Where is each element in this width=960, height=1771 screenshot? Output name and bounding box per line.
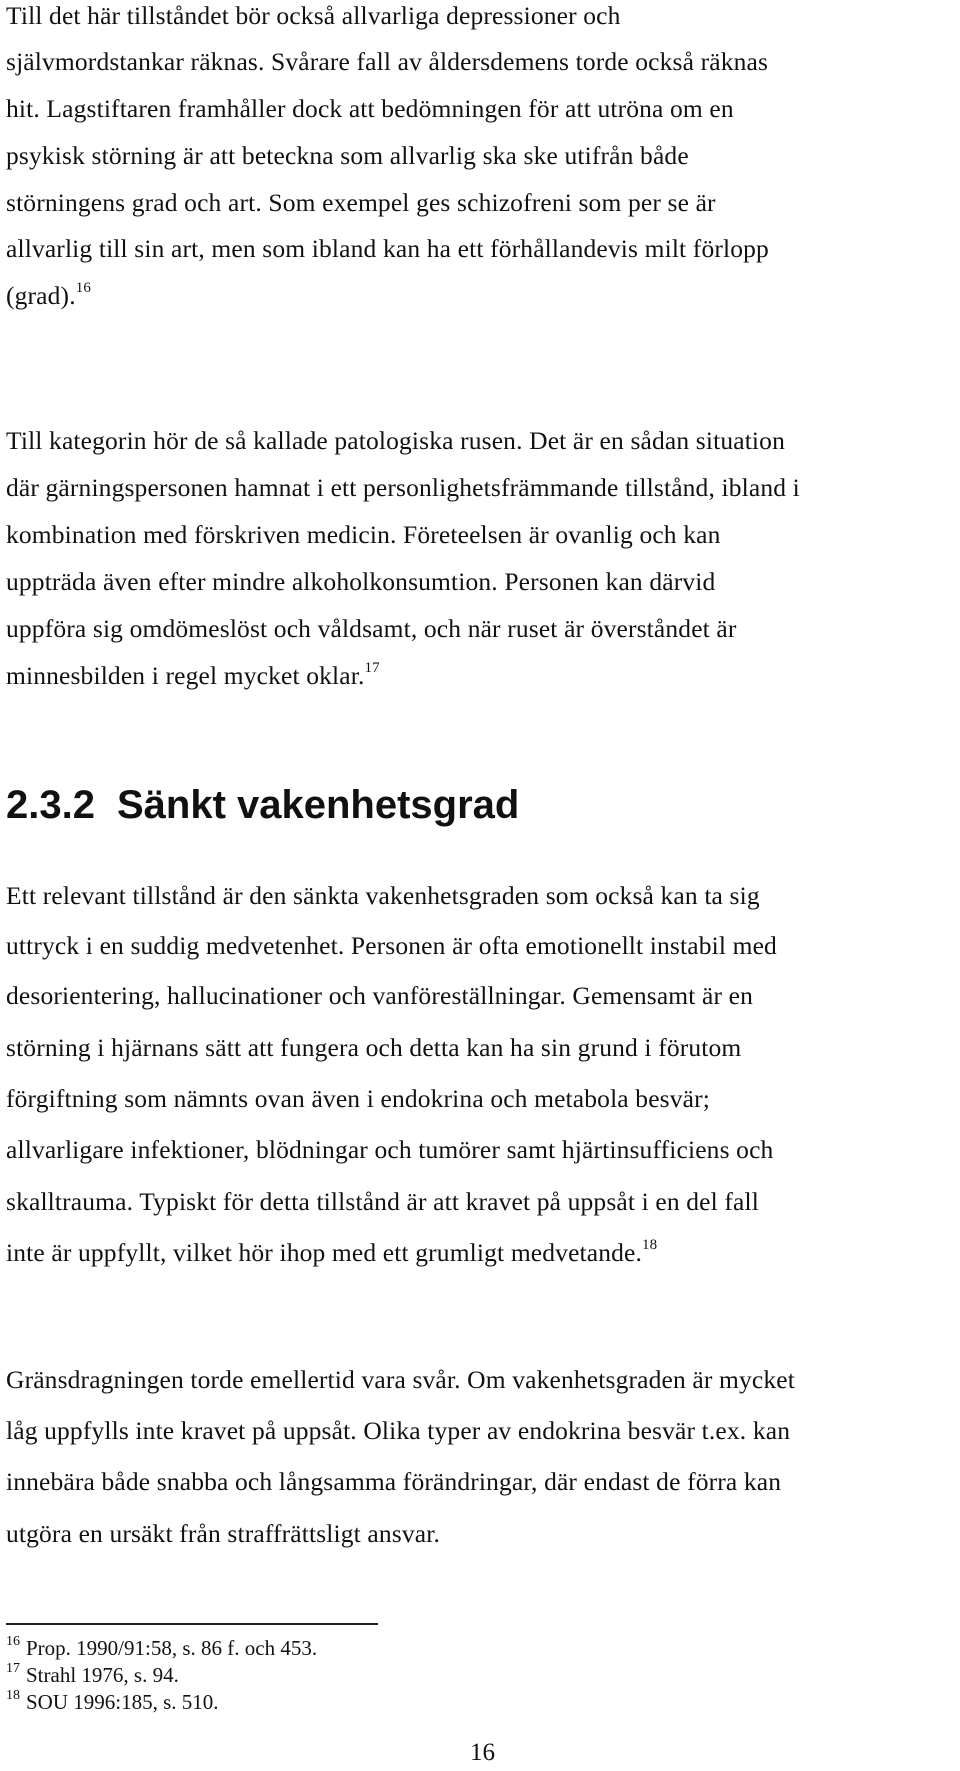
footnote-18 (6, 1689, 219, 1715)
p3-line-5: förgiftning som nämnts ovan även i endokrina och metabola besvär; (6, 1084, 710, 1113)
page-number: 16 (470, 1739, 495, 1766)
p3-line-7: skalltrauma. Typiskt för detta tillstånd är att kravet på uppsåt i en del fall (6, 1187, 759, 1216)
footnote-ref-16: 16 (75, 279, 92, 296)
p4-line-2: låg uppfylls inte kravet på uppsåt. Olika typer av endokrina besvär t.ex. kan (6, 1416, 791, 1445)
p1-line-6: allvarlig till sin art, men som ibland kan ha ett förhållandevis milt förlopp (6, 234, 769, 263)
p3-line-8-text: inte är uppfyllt, vilket hör ihop med ett grumligt medvetande. (6, 1238, 643, 1267)
p2-line-4: uppträda även efter mindre alkoholkonsumtion. Personen kan därvid (6, 567, 716, 596)
footnote-ref-18: 18 (642, 1236, 658, 1253)
p1-line-3: hit. Lagstiftaren framhåller dock att bedömningen för att utröna om en (6, 94, 734, 123)
p4-line-1: Gränsdragningen torde emellertid vara svår. Om vakenhetsgraden är mycket (6, 1365, 795, 1394)
section-heading (6, 781, 519, 829)
p3-line-2: uttryck i en suddig medvetenhet. Personen är ofta emotionellt instabil med (6, 931, 777, 960)
p4-line-3: innebära både snabba och långsamma förändringar, där endast de förra kan (6, 1467, 782, 1496)
footnote-17-number: 17 (6, 1661, 20, 1676)
p1-line-1: Till det här tillståndet bör också allvarliga depressioner och (6, 1, 621, 30)
p3-line-8 (6, 1237, 657, 1269)
p1-line-5: störningens grad och art. Som exempel ges schizofreni som per se är (6, 188, 716, 217)
p2-line-6-text: minnesbilden i regel mycket oklar. (6, 661, 365, 690)
p2-line-3: kombination med förskriven medicin. Företeelsen är ovanlig och kan (6, 520, 721, 549)
footnote-ref-17: 17 (364, 659, 380, 676)
p1-line-7 (6, 280, 91, 312)
p2-line-6 (6, 660, 380, 692)
footnote-17-text: Strahl 1976, s. 94. (26, 1663, 179, 1687)
footnote-16-text: Prop. 1990/91:58, s. 86 f. och 453. (26, 1636, 318, 1660)
p2-line-1: Till kategorin hör de så kallade patologiska rusen. Det är en sådan situation (6, 426, 785, 455)
section-number: 2.3.2 (6, 783, 95, 827)
p1-line-7-text: (grad). (6, 281, 76, 310)
footnote-18-text: SOU 1996:185, s. 510. (26, 1690, 219, 1714)
footnote-16 (6, 1635, 317, 1661)
p3-line-4: störning i hjärnans sätt att fungera och detta kan ha sin grund i förutom (6, 1033, 742, 1062)
p2-line-2: där gärningspersonen hamnat i ett personlighetsfrämmande tillstånd, ibland i (6, 473, 800, 502)
footnote-18-number: 18 (6, 1688, 20, 1703)
footnote-separator (6, 1623, 378, 1625)
p2-line-5: uppföra sig omdömeslöst och våldsamt, och när ruset är överståndet är (6, 614, 737, 643)
footnote-16-number: 16 (6, 1634, 20, 1649)
footnote-17 (6, 1662, 179, 1688)
p3-line-3: desorientering, hallucinationer och vanföreställningar. Gemensamt är en (6, 981, 754, 1010)
p1-line-4: psykisk störning är att beteckna som allvarlig ska ske utifrån både (6, 141, 689, 170)
p3-line-6: allvarligare infektioner, blödningar och tumörer samt hjärtinsufficiens och (6, 1135, 774, 1164)
p3-line-1: Ett relevant tillstånd är den sänkta vakenhetsgraden som också kan ta sig (6, 881, 760, 910)
p4-line-4: utgöra en ursäkt från straffrättsligt ansvar. (6, 1519, 440, 1548)
p1-line-2: självmordstankar räknas. Svårare fall av åldersdemens torde också räknas (6, 47, 769, 76)
section-title: Sänkt vakenhetsgrad (116, 783, 520, 827)
